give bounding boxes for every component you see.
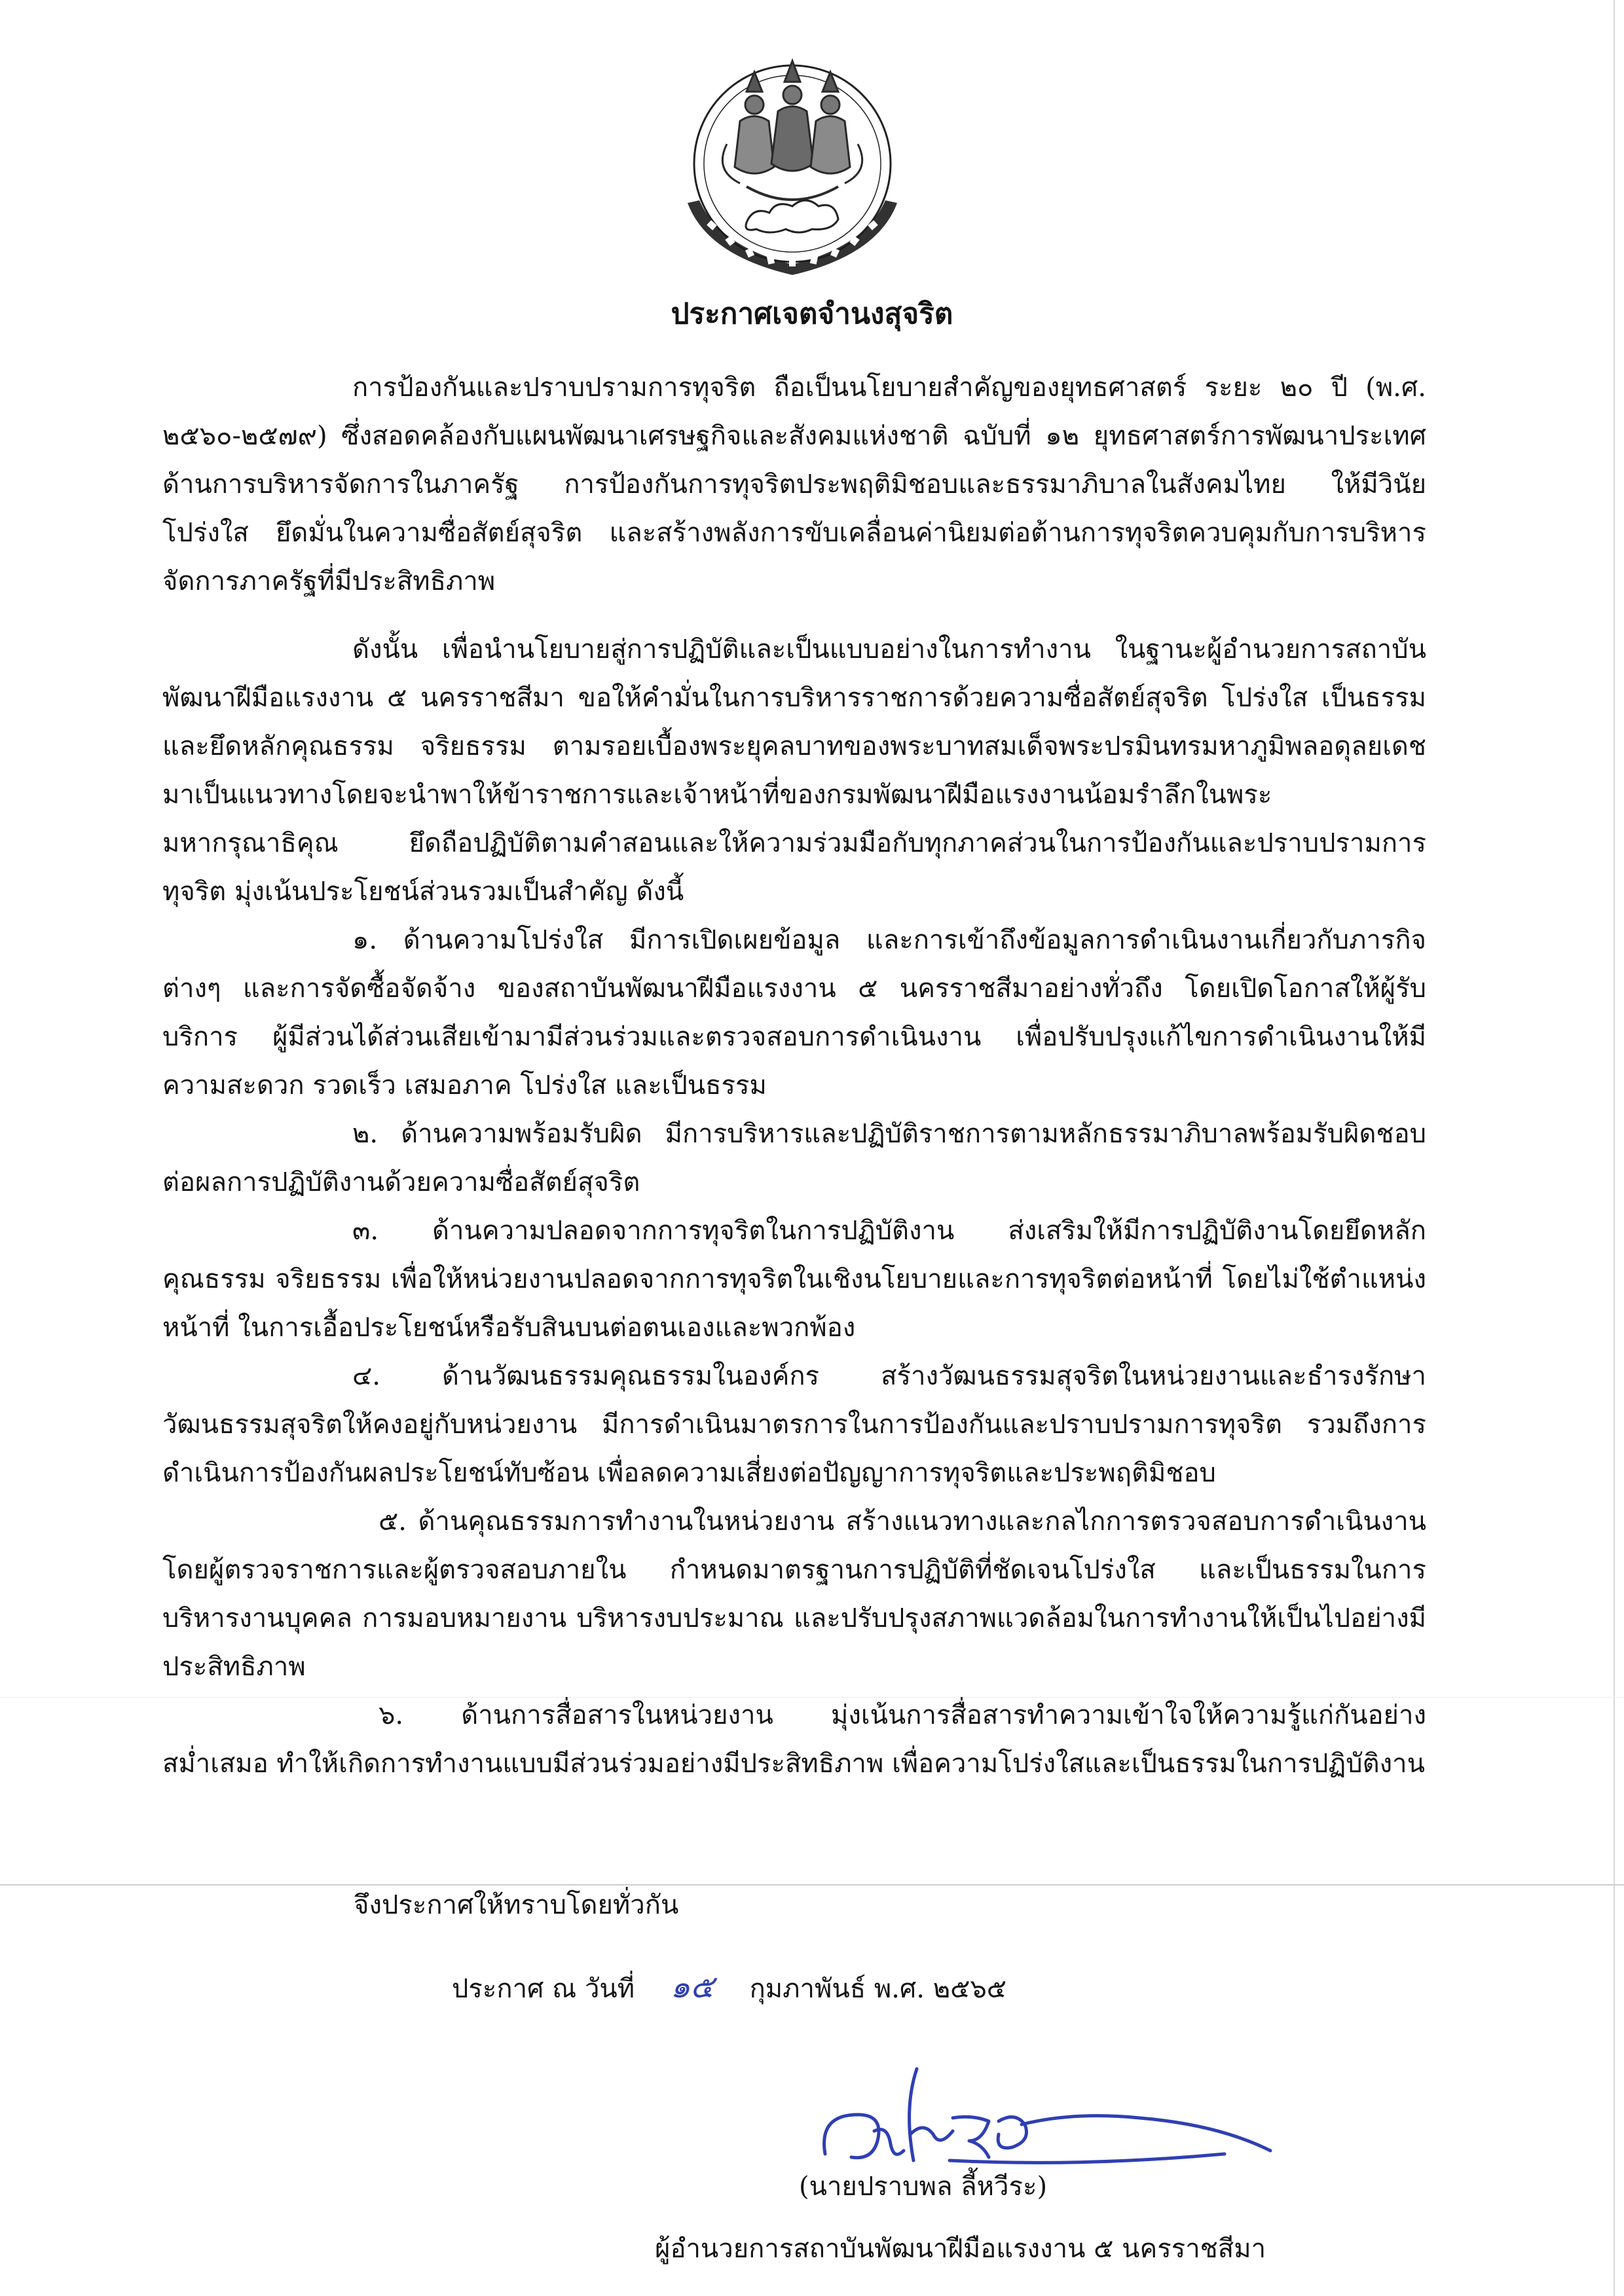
- signer-position: ผู้อำนวยการสถาบันพัฒนาฝีมือแรงงาน ๕ นครราชสีมา: [655, 2234, 1266, 2264]
- scan-edge: [1614, 0, 1615, 2296]
- list-item: ๑. ด้านความโปร่งใส มีการเปิดเผยข้อมูล และการเข้าถึงข้อมูลการดำเนินงานเกี่ยวกับภารกิจต่างๆ และการจัดซื้อจัดจ้าง ของสถาบันพัฒนาฝีมือแรงงาน ๕ นครราชสีมาอย่างทั่วถึง โดยเปิดโอกาสให้ผู้รับบริการ ผู้มีส่วนได้ส่วนเสียเข้ามามีส่วนร่วมและตรวจสอบการดำเนินงาน เพื่อปรับปรุงแก้ไขการดำเนินงานให้มีความสะดวก รวดเร็ว เสมอภาค โปร่งใส และเป็นธรรม: [162, 925, 1426, 1101]
- announcement-date: [452, 1967, 1006, 2009]
- document-title: ประกาศเจตจำนงสุจริต: [671, 297, 953, 331]
- document-body: [162, 363, 1426, 1788]
- closing-statement: จึงประกาศให้ทราบโดยทั่วกัน: [354, 1890, 679, 1920]
- list-item: ๔. ด้านวัฒนธรรมคุณธรรมในองค์กร สร้างวัฒนธรรมสุจริตในหน่วยงานและธำรงรักษาวัฒนธรรมสุจริตให้คงอยู่กับหน่วยงาน มีการดำเนินมาตรการในการป้องกันและปราบปรามการทุจริต รวมถึงการดำเนินการป้องกันผลประโยชน์ทับซ้อน เพื่อลดความเสี่ยงต่อปัญญาการทุจริตและประพฤติมิชอบ: [162, 1361, 1426, 1488]
- list-item: ๒. ด้านความพร้อมรับผิด มีการบริหารและปฏิบัติราชการตามหลักธรรมาภิบาลพร้อมรับผิดชอบต่อผลการปฏิบัติงานด้วยความซื่อสัตย์สุจริต: [162, 1119, 1426, 1197]
- list-item: ๓. ด้านความปลอดจากการทุจริตในการปฏิบัติงาน ส่งเสริมให้มีการปฏิบัติงานโดยยึดหลักคุณธรรม จริยธรรม เพื่อให้หน่วยงานปลอดจากการทุจริตในเชิงนโยบายและการทุจริตต่อหน้าที่ โดยไม่ใช้ตำแหน่งหน้าที่ ในการเอื้อประโยชน์หรือรับสินบนต่อตนเองและพวกพ้อง: [162, 1216, 1426, 1343]
- date-day-handwritten: ๑๕: [670, 1969, 714, 2005]
- date-prefix: ประกาศ ณ วันที่: [452, 1974, 635, 2004]
- date-month-year: กุมภาพันธ์ พ.ศ. ๒๕๖๕: [749, 1974, 1007, 2004]
- scan-fold-line: [0, 1884, 1624, 1886]
- intro-paragraph: การป้องกันและปราบปรามการทุจริต ถือเป็นนโยบายสำคัญของยุทธศาสตร์ ระยะ ๒๐ ปี (พ.ศ. ๒๕๖๐-๒๕๗๙) ซึ่งสอดคล้องกับแผนพัฒนาเศรษฐกิจและสังคมแห่งชาติ ฉบับที่ ๑๒ ยุทธศาสตร์การพัฒนาประเทศด้านการบริหารจัดการในภาครัฐ การป้องกันการทุจริตประพฤติมิชอบและธรรมาภิบาลในสังคมไทย ให้มีวินัย โปร่งใส ยึดมั่นในความซื่อสัตย์สุจริต และสร้างพลังการขับเคลื่อนค่านิยมต่อต้านการทุจริตควบคุมกับการบริหารจัดการภาครัฐที่มีประสิทธิภาพ: [162, 373, 1426, 596]
- list-item: ๕. ด้านคุณธรรมการทำงานในหน่วยงาน สร้างแนวทางและกลไกการตรวจสอบการดำเนินงานโดยผู้ตรวจราชการและผู้ตรวจสอบภายใน กำหนดมาตรฐานการปฏิบัติที่ชัดเจนโปร่งใส และเป็นธรรมในการบริหารงานบุคคล การมอบหมายงาน บริหารงบประมาณ และปรับปรุงสภาพแวดล้อมในการทำงานให้เป็นไปอย่างมีประสิทธิภาพ: [162, 1506, 1426, 1682]
- signer-name: (นายปราบพล ลี้หวีระ): [799, 2172, 1048, 2202]
- list-item: ๖. ด้านการสื่อสารในหน่วยงาน มุ่งเน้นการสื่อสารทำความเข้าใจให้ความรู้แก่กันอย่างสม่ำเสมอ ทำให้เกิดการทำงานแบบมีส่วนร่วมอย่างมีประสิทธิภาพ เพื่อความโปร่งใสและเป็นธรรมในการปฏิบัติงาน: [162, 1700, 1426, 1779]
- commitment-paragraph: ดังนั้น เพื่อนำนโยบายสู่การปฏิบัติและเป็นแบบอย่างในการทำงาน ในฐานะผู้อำนวยการสถาบันพัฒนาฝีมือแรงงาน ๕ นครราชสีมา ขอให้คำมั่นในการบริหารราชการด้วยความซื่อสัตย์สุจริต โปร่งใส เป็นธรรม และยึดหลักคุณธรรม จริยธรรม ตามรอยเบื้องพระยุคลบาทของพระบาทสมเด็จพระปรมินทรมหาภูมิพลอดุลยเดช มาเป็นแนวทางโดยจะนำพาให้ข้าราชการและเจ้าหน้าที่ของกรมพัฒนาฝีมือแรงงานน้อมรำลึกในพระมหากรุณาธิคุณ ยึดถือปฏิบัติตามคำสอนและให้ความร่วมมือกับทุกภาคส่วนในการป้องกันและปราบปรามการทุจริต มุ่งเน้นประโยชน์ส่วนรวมเป็นสำคัญ ดังนี้: [162, 634, 1426, 907]
- department-seal-logo: [648, 46, 936, 295]
